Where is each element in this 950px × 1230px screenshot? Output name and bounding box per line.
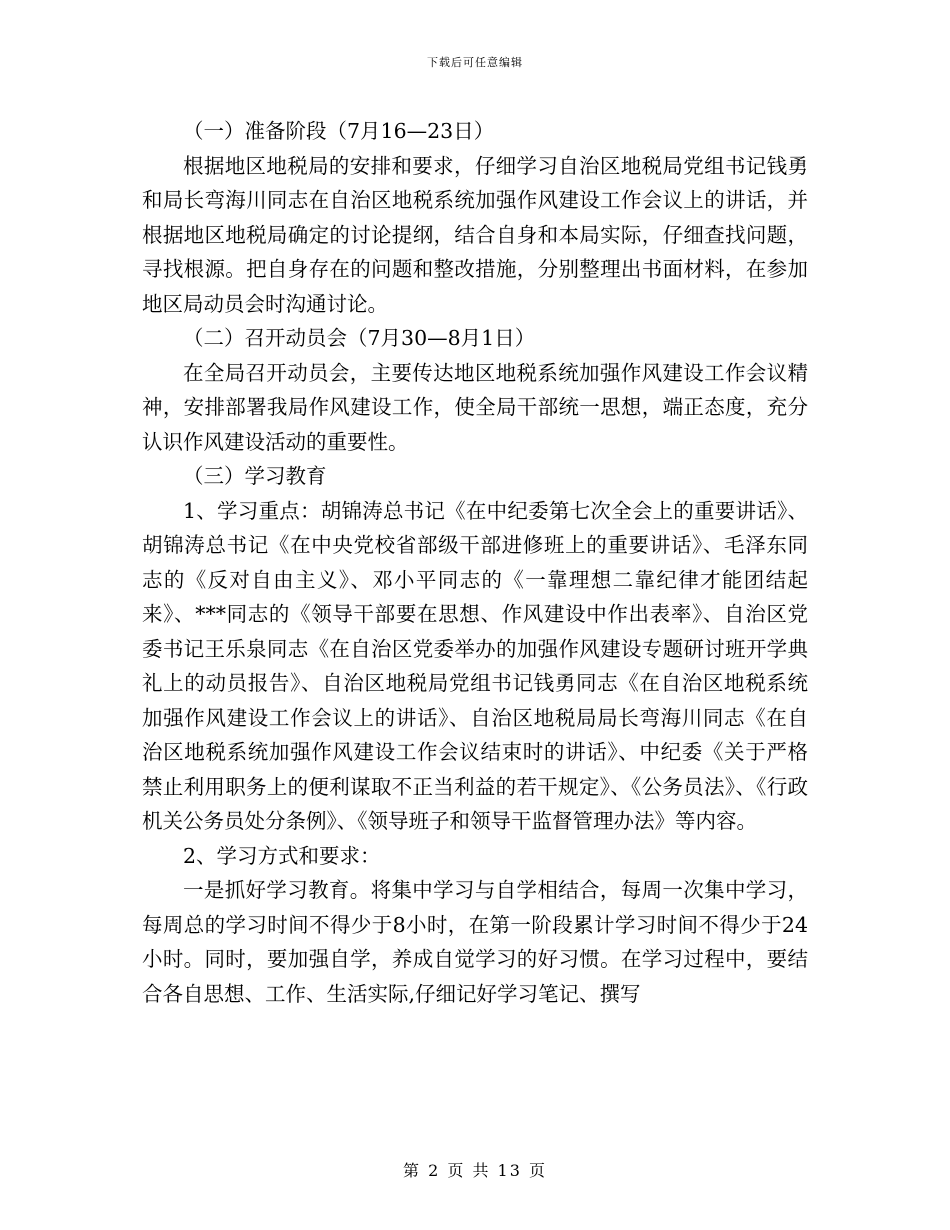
section-heading-education: （三）学习教育 [183, 464, 327, 488]
paragraph-mobilization: 在全局召开动员会，主要传达地区地税系统加强作风建设工作会议精神，安排部署我局作风建设工作，使全局干部统一思想，端正态度，充分认识作风建设活动的重要性。 [142, 360, 808, 454]
paragraph-study-methods: 一是抓好学习教育。将集中学习与自学相结合，每周一次集中学习，每周总的学习时间不得少于8小时，在第一阶段累计学习时间不得少于24小时。同时，要加强自学，养成自觉学习的好习惯。在学习过程中，要结合各自思想、工作、生活实际,仔细记好学习笔记、撰写 [142, 878, 808, 1006]
header-note: 下载后可任意编辑 [427, 56, 523, 69]
section-heading-preparation: （一）准备阶段（7月16—23日） [183, 119, 495, 143]
document-body [142, 114, 808, 1011]
paragraph-preparation: 根据地区地税局的安排和要求，仔细学习自治区地税局党组书记钱勇和局长弯海川同志在自治区地税系统加强作风建设工作会议上的讲话，并根据地区地税局确定的讨论提纲，结合自身和本局实际，仔细查找问题，寻找根源。把自身存在的问题和整改措施，分别整理出书面材料，在参加地区局动员会时沟通讨论。 [142, 153, 808, 316]
paragraph-study-focus: 1、学习重点：胡锦涛总书记《在中纪委第七次全会上的重要讲话》、胡锦涛总书记《在中央党校省部级干部进修班上的重要讲话》、毛泽东同志的《反对自由主义》、邓小平同志的《一靠理想二靠纪律才能团结起来》、***同志的《领导干部要在思想、作风建设中作出表率》、自治区党委书记王乐泉同志《在自治区党委举办的加强作风建设专题研讨班开学典礼上的动员报告》、自治区地税局党组书记钱勇同志《在自治区地税系统加强作风建设工作会议上的讲话》、自治区地税局局长弯海川同志《在自治区地税系统加强作风建设工作会议结束时的讲话》、中纪委《关于严格禁止利用职务上的便利谋取不正当利益的若干规定》、《公务员法》、《行政机关公务员处分条例》、《领导班子和领导干监督管理办法》等内容。 [142, 498, 808, 833]
paragraph-study-methods-heading: 2、学习方式和要求： [183, 843, 381, 868]
section-heading-mobilization: （二）召开动员会（7月30—8月1日） [183, 326, 536, 350]
page-footer: 第 2 页 共 13 页 [403, 1161, 547, 1180]
